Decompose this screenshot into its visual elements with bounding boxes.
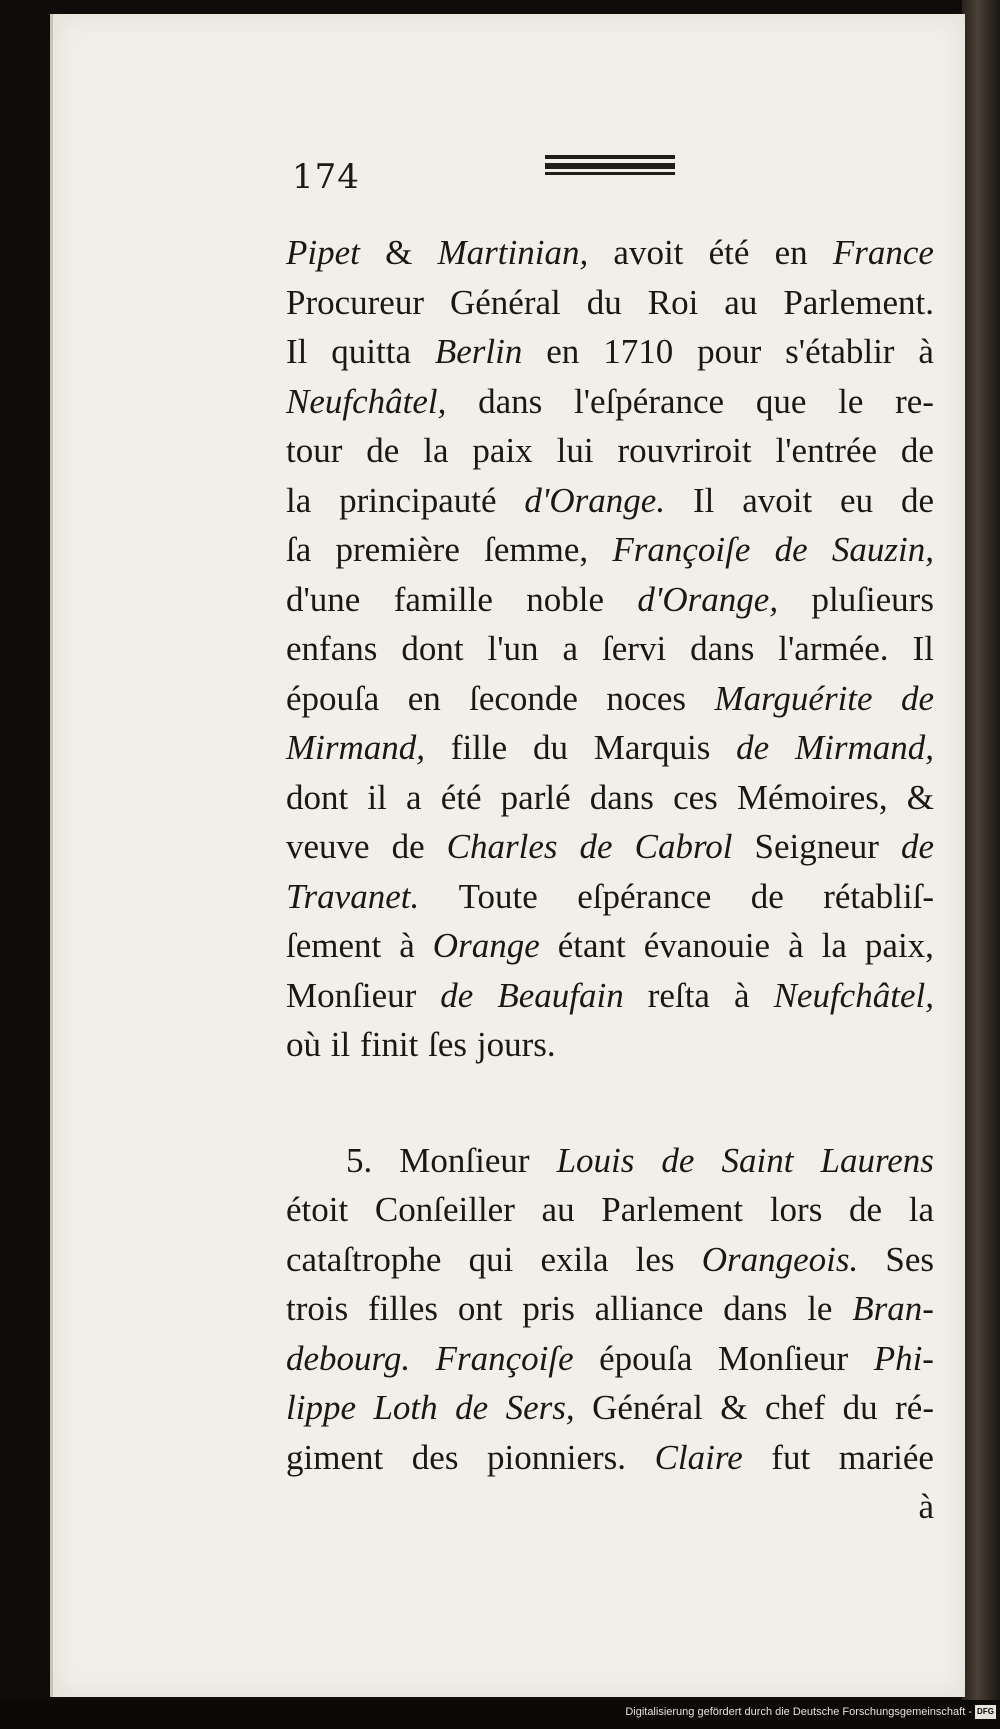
- word: pionniers.: [487, 1437, 627, 1477]
- word: lors: [769, 1190, 823, 1229]
- word: au: [541, 1190, 575, 1229]
- word: a: [406, 777, 422, 817]
- word: ré-: [895, 1388, 934, 1427]
- text-line: [286, 327, 934, 377]
- word: debourg.: [286, 1338, 411, 1378]
- page-number: 174: [292, 157, 360, 197]
- word: &: [720, 1388, 748, 1427]
- word: Françoiſe: [435, 1338, 574, 1378]
- word: Mirmand,: [286, 728, 426, 767]
- word: Neufchâtel,: [773, 975, 934, 1015]
- word: Parlement.: [783, 282, 934, 322]
- word: que: [755, 381, 807, 421]
- word: été: [440, 777, 482, 817]
- word: Orangeois.: [701, 1239, 859, 1279]
- text-line: [286, 921, 934, 971]
- word: a: [562, 629, 579, 668]
- word: Loth: [373, 1388, 438, 1427]
- word: Martinian,: [437, 233, 589, 272]
- word: de: [849, 1190, 883, 1229]
- text-line: [286, 426, 934, 476]
- text-line: [286, 971, 934, 1021]
- word: Travanet.: [286, 876, 420, 916]
- word: tour: [286, 431, 343, 470]
- word: d'Orange,: [637, 579, 779, 619]
- word: de: [661, 1140, 695, 1180]
- word: Sers,: [505, 1388, 575, 1427]
- word: de: [579, 827, 613, 866]
- word: &: [385, 233, 413, 272]
- catchword-line: [286, 1482, 934, 1532]
- book-spine-edge: [962, 0, 1000, 1700]
- text-line: [286, 723, 934, 773]
- text-line: [286, 476, 934, 526]
- word: finit: [360, 1025, 419, 1064]
- digitization-footer: [0, 1700, 1000, 1729]
- word: rétabliſ-: [823, 876, 934, 916]
- word: Il: [692, 480, 715, 520]
- word: ſa: [286, 530, 312, 569]
- text-line: [286, 1235, 934, 1285]
- text-line: [286, 575, 934, 625]
- word: jours.: [476, 1025, 556, 1064]
- word: pris: [522, 1289, 575, 1328]
- word: de: [900, 480, 934, 520]
- word: enfans: [286, 629, 378, 668]
- word: Berlin: [434, 332, 523, 371]
- word: Pipet: [286, 233, 360, 272]
- word: chef: [764, 1388, 826, 1427]
- word: des: [411, 1437, 459, 1477]
- word: avoit: [613, 233, 684, 272]
- word: à: [734, 975, 750, 1015]
- word: du: [532, 728, 568, 767]
- word: Neufchâtel,: [286, 381, 447, 421]
- text-line: [286, 624, 934, 674]
- word: le: [838, 381, 864, 421]
- word: la: [908, 1190, 934, 1229]
- word: avoit: [742, 480, 813, 520]
- word: étant: [557, 926, 626, 965]
- word: Il: [912, 629, 934, 668]
- word: de: [366, 431, 400, 470]
- word: en: [546, 332, 580, 371]
- word: Roi: [647, 282, 699, 322]
- word: 5.: [346, 1140, 373, 1180]
- word: France: [832, 233, 934, 272]
- word: où: [286, 1025, 321, 1064]
- word: Orange: [432, 926, 540, 965]
- text-line: [286, 872, 934, 922]
- word: Claire: [654, 1437, 743, 1477]
- footer-credit: Digitalisierung gefördert durch die Deutsche Forschungsgemeinschaft -: [625, 1706, 972, 1718]
- word: Général: [450, 282, 561, 322]
- word: dans: [478, 381, 543, 421]
- word: re-: [895, 381, 934, 421]
- word: mariée: [838, 1437, 934, 1477]
- word: première: [335, 530, 460, 569]
- word: l'un: [487, 629, 539, 668]
- text-line: [286, 773, 934, 823]
- word: fut: [771, 1437, 811, 1477]
- word: ces: [673, 777, 718, 817]
- word: veuve: [286, 827, 370, 866]
- word: Conſeiller: [374, 1190, 515, 1229]
- word: dont: [401, 629, 464, 668]
- word: Toute: [458, 876, 538, 916]
- word: de: [455, 1388, 489, 1427]
- catchword: à: [918, 1487, 934, 1526]
- word: épouſa: [599, 1338, 693, 1378]
- word: du: [842, 1388, 878, 1427]
- word: paix: [472, 431, 533, 470]
- word: Marquis: [593, 728, 711, 767]
- word: cataſtrophe: [286, 1239, 442, 1279]
- word: de: [440, 975, 474, 1015]
- page-text: [286, 228, 934, 1532]
- word: l'entrée: [775, 431, 878, 470]
- word: Marguérite: [714, 678, 873, 718]
- word: dont: [286, 777, 349, 817]
- word: Phi-: [873, 1338, 934, 1378]
- word: la: [286, 480, 312, 520]
- word: Cabrol: [634, 827, 733, 866]
- header-rule-ornament: [545, 155, 675, 175]
- word: rouvriroit: [617, 431, 752, 470]
- word: dans: [589, 777, 654, 817]
- word: les: [635, 1239, 675, 1279]
- word: du: [586, 282, 622, 322]
- word: la: [821, 926, 847, 965]
- word: exila: [540, 1239, 609, 1279]
- word: Parlement: [601, 1190, 744, 1229]
- word: Il: [286, 332, 308, 371]
- word: famille: [393, 579, 493, 619]
- word: Bran-: [852, 1289, 934, 1328]
- word: dans: [723, 1289, 788, 1328]
- word: Monſieur: [286, 975, 417, 1015]
- word: Monſieur: [399, 1140, 530, 1180]
- word: de: [900, 431, 934, 470]
- text-line: [286, 228, 934, 278]
- word: ſemme,: [484, 530, 589, 569]
- word: Monſieur: [717, 1338, 849, 1378]
- word: eſpérance: [577, 876, 712, 916]
- word: le: [807, 1289, 833, 1328]
- word: &: [906, 777, 934, 817]
- word: Françoiſe: [612, 530, 751, 569]
- text-line: [286, 1383, 934, 1433]
- paragraph-1: [286, 228, 934, 1070]
- word: il: [330, 1025, 351, 1064]
- word: fille: [450, 728, 508, 767]
- text-line: [286, 822, 934, 872]
- word: parlé: [500, 777, 571, 817]
- paragraph-2: [286, 1136, 934, 1483]
- word: ſervi: [602, 629, 667, 668]
- word: dans: [690, 629, 755, 668]
- word: de: [900, 827, 934, 866]
- word: pluſieurs: [811, 579, 934, 619]
- word: Général: [592, 1388, 703, 1427]
- word: en: [774, 233, 808, 272]
- word: Louis: [556, 1140, 635, 1180]
- word: alliance: [594, 1289, 704, 1328]
- word: eu: [840, 480, 874, 520]
- word: il: [367, 777, 387, 817]
- word: l'eſpérance: [574, 381, 725, 421]
- text-line: [286, 1284, 934, 1334]
- word: à: [918, 332, 934, 371]
- word: Beaufain: [497, 975, 624, 1015]
- text-line: [286, 377, 934, 427]
- word: à: [788, 926, 804, 965]
- word: étoit: [286, 1190, 349, 1229]
- dfg-logo-icon: DFG: [975, 1705, 996, 1719]
- word: Charles: [446, 827, 558, 866]
- word: l'armée.: [778, 629, 889, 668]
- text-line: [286, 1020, 934, 1070]
- word: en: [407, 678, 441, 718]
- word: trois: [286, 1289, 349, 1328]
- word: d'Orange.: [524, 480, 666, 520]
- text-line: [286, 525, 934, 575]
- word: de: [736, 728, 770, 767]
- word: noble: [526, 579, 605, 619]
- word: ont: [457, 1289, 503, 1328]
- word: pour: [697, 332, 762, 371]
- word: lippe: [286, 1388, 356, 1427]
- word: ſes: [428, 1025, 468, 1064]
- word: principauté: [339, 480, 497, 520]
- text-line: [286, 1433, 934, 1483]
- word: de: [900, 678, 934, 718]
- word: Mirmand,: [794, 728, 934, 767]
- word: été: [708, 233, 750, 272]
- word: évanouie: [643, 926, 771, 965]
- word: Seigneur: [754, 827, 879, 866]
- word: Procureur: [286, 282, 425, 322]
- word: à: [399, 926, 415, 965]
- text-line: [286, 674, 934, 724]
- word: Laurens: [820, 1140, 934, 1180]
- word: filles: [368, 1289, 439, 1328]
- text-line: [286, 1334, 934, 1384]
- word: Saint: [721, 1140, 794, 1180]
- word: s'établir: [785, 332, 895, 371]
- word: 1710: [603, 332, 674, 371]
- word: qui: [468, 1239, 514, 1279]
- word: de: [750, 876, 784, 916]
- word: reſta: [647, 975, 710, 1015]
- word: giment: [286, 1437, 384, 1477]
- word: paix,: [864, 926, 934, 965]
- word: au: [724, 282, 758, 322]
- text-line: [286, 278, 934, 328]
- word: quitta: [331, 332, 411, 371]
- word: Ses: [885, 1239, 934, 1279]
- word: d'une: [286, 579, 361, 619]
- paragraph-gap: [286, 1070, 934, 1136]
- text-line: [286, 1185, 934, 1235]
- word: ſeconde: [469, 678, 578, 718]
- word: Mémoires,: [736, 777, 888, 817]
- word: noces: [606, 678, 687, 718]
- word: lui: [556, 431, 594, 470]
- word: la: [423, 431, 449, 470]
- word: de: [774, 530, 808, 569]
- word: ſement: [286, 926, 382, 965]
- word: de: [391, 827, 425, 866]
- word: épouſa: [286, 678, 380, 718]
- word: Sauzin,: [831, 530, 934, 569]
- text-line: [286, 1136, 934, 1186]
